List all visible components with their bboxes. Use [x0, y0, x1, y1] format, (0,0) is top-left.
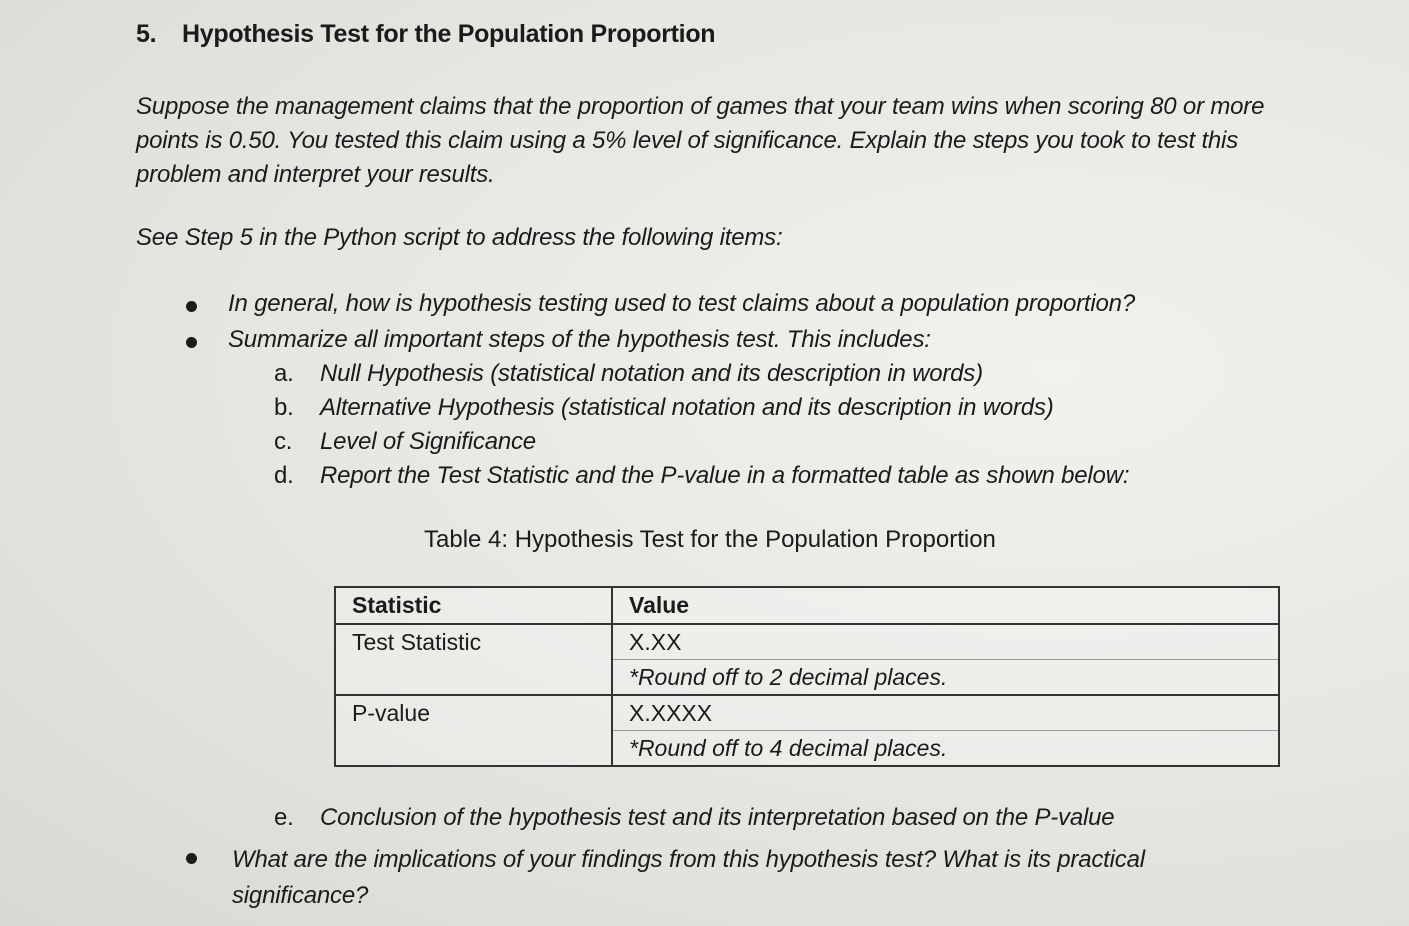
sub-item-text: Report the Test Statistic and the P-value in a formatted table as shown below:: [320, 462, 1130, 489]
table-cell-statistic: P-value: [335, 695, 612, 766]
table-header-row: [335, 587, 1279, 624]
table-cell-value: [612, 624, 1279, 695]
value-note: *Round off to 2 decimal places.: [629, 664, 948, 690]
hypothesis-test-table: [334, 586, 1280, 767]
sub-item-letter: d.: [274, 462, 294, 489]
sub-item-text: Null Hypothesis (statistical notation and its description in words): [320, 360, 983, 387]
bullet-text: Summarize all important steps of the hypothesis test. This includes:: [228, 326, 931, 353]
table-cell-statistic: Test Statistic: [335, 624, 612, 695]
sub-item-letter: a.: [274, 360, 294, 387]
intro-paragraph: Suppose the management claims that the proportion of games that your team wins when scoring 80 or more points is 0.50. You tested this claim using a 5% level of significance. Explain the steps you took to test this problem and interpret your results.: [136, 93, 1265, 188]
value-note: *Round off to 4 decimal places.: [629, 735, 948, 761]
bullet-dot-icon: [186, 853, 197, 864]
bullet-text: What are the implications of your findings from this hypothesis test? What is its practical significance?: [232, 846, 1145, 909]
section-title: Hypothesis Test for the Population Proportion: [182, 20, 716, 48]
section-number: 5.: [136, 20, 157, 48]
section-heading: [136, 20, 715, 49]
table-row: [335, 695, 1279, 766]
bullet-text: In general, how is hypothesis testing used to test claims about a population proportion?: [228, 290, 1135, 317]
table-header-value: Value: [612, 587, 1279, 624]
sub-item-letter: c.: [274, 428, 293, 455]
sub-item-letter: b.: [274, 394, 294, 421]
bullet-dot-icon: [186, 301, 197, 312]
table-cell-value: [612, 695, 1279, 766]
sub-item-letter: e.: [274, 804, 294, 831]
sub-item-text: Level of Significance: [320, 428, 536, 455]
value-placeholder: X.XX: [613, 625, 1278, 660]
table-header-statistic: Statistic: [335, 587, 612, 624]
sub-item-text: Alternative Hypothesis (statistical notation and its description in words): [320, 394, 1054, 421]
table-caption: Table 4: Hypothesis Test for the Population Proportion: [424, 526, 996, 553]
sub-item-text: Conclusion of the hypothesis test and its interpretation based on the P-value: [320, 804, 1115, 831]
value-placeholder: X.XXXX: [613, 696, 1278, 731]
bullet-dot-icon: [186, 337, 197, 348]
table-row: [335, 624, 1279, 695]
see-step-instruction: See Step 5 in the Python script to address the following items:: [136, 224, 783, 251]
